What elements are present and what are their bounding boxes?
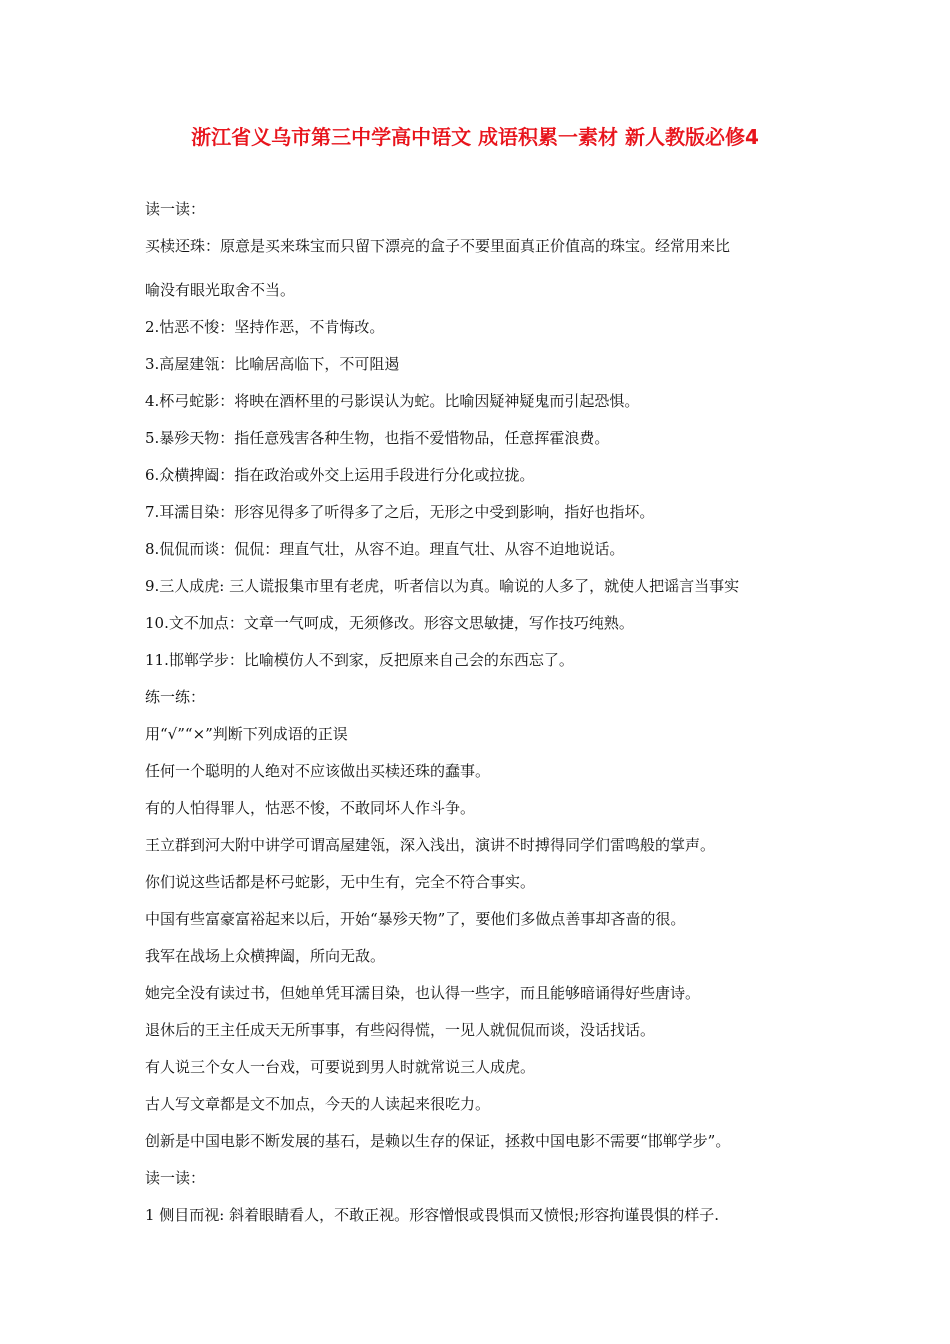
section-heading-read: 读一读： xyxy=(145,200,206,218)
text-line: 喻没有眼光取舍不当。 xyxy=(145,281,296,299)
idiom-item: 9.三人成虎: 三人谎报集市里有老虎，听者信以为真。喻说的人多了，就使人把谣言当事实 xyxy=(145,577,740,595)
exercise-sentence: 退休后的王主任成天无所事事，有些闷得慌，一见人就侃侃而谈，没话找话。 xyxy=(145,1021,656,1039)
section-heading-practice: 练一练： xyxy=(145,688,206,706)
exercise-sentence: 有的人怕得罪人，怙恶不悛，不敢同坏人作斗争。 xyxy=(145,799,476,817)
exercise-sentence: 任何一个聪明的人绝对不应该做出买椟还珠的蠢事。 xyxy=(145,762,491,780)
exercise-sentence: 中国有些富豪富裕起来以后，开始“暴殄天物”了，要他们多做点善事却吝啬的很。 xyxy=(145,910,686,928)
idiom-item: 5.暴殄天物：指任意残害各种生物，也指不爱惜物品，任意挥霍浪费。 xyxy=(145,429,610,447)
idiom-item: 8.侃侃而谈：侃侃：理直气壮，从容不迫。理直气壮、从容不迫地说话。 xyxy=(145,540,625,558)
idiom-item: 6.众横捭阖：指在政治或外交上运用手段进行分化或拉拢。 xyxy=(145,466,535,484)
section-heading-read: 读一读： xyxy=(145,1169,206,1187)
exercise-sentence: 有人说三个女人一台戏，可要说到男人时就常说三人成虎。 xyxy=(145,1058,536,1076)
exercise-sentence: 古人写文章都是文不加点，今天的人读起来很吃力。 xyxy=(145,1095,491,1113)
exercise-sentence: 王立群到河大附中讲学可谓高屋建瓴，深入浅出，演讲不时搏得同学们雷鸣般的掌声。 xyxy=(145,836,716,854)
document-title: 浙江省义乌市第三中学高中语文 成语积累一素材 新人教版必修4 xyxy=(191,125,759,149)
idiom-item: 3.高屋建瓴：比喻居高临下，不可阻遏 xyxy=(145,355,400,373)
document-body xyxy=(145,198,835,1241)
exercise-instruction: 用“√”“×”判断下列成语的正误 xyxy=(145,725,348,743)
exercise-sentence: 创新是中国电影不断发展的基石，是赖以生存的保证，拯救中国电影不需要“邯郸学步”。 xyxy=(145,1132,731,1150)
exercise-sentence: 她完全没有读过书，但她单凭耳濡目染，也认得一些字，而且能够暗诵得好些唐诗。 xyxy=(145,984,701,1002)
idiom-item: 1 侧目而视: 斜着眼睛看人，不敢正视。形容憎恨或畏惧而又愤恨;形容拘谨畏惧的样子. xyxy=(145,1206,719,1224)
idiom-item: 11.邯郸学步：比喻模仿人不到家，反把原来自己会的东西忘了。 xyxy=(145,651,574,669)
text-line: 买椟还珠：原意是买来珠宝而只留下漂亮的盒子不要里面真正价值高的珠宝。经常用来比 xyxy=(145,237,731,255)
idiom-item: 10.文不加点：文章一气呵成，无须修改。形容文思敏捷，写作技巧纯熟。 xyxy=(145,614,634,632)
idiom-item: 4.杯弓蛇影：将映在酒杯里的弓影误认为蛇。比喻因疑神疑鬼而引起恐惧。 xyxy=(145,392,640,410)
exercise-sentence: 你们说这些话都是杯弓蛇影，无中生有，完全不符合事实。 xyxy=(145,873,536,891)
exercise-sentence: 我军在战场上众横捭阖，所向无敌。 xyxy=(145,947,386,965)
idiom-item: 7.耳濡目染：形容见得多了听得多了之后，无形之中受到影响，指好也指坏。 xyxy=(145,503,655,521)
idiom-item: 2.怙恶不悛：坚持作恶，不肯悔改。 xyxy=(145,318,385,336)
